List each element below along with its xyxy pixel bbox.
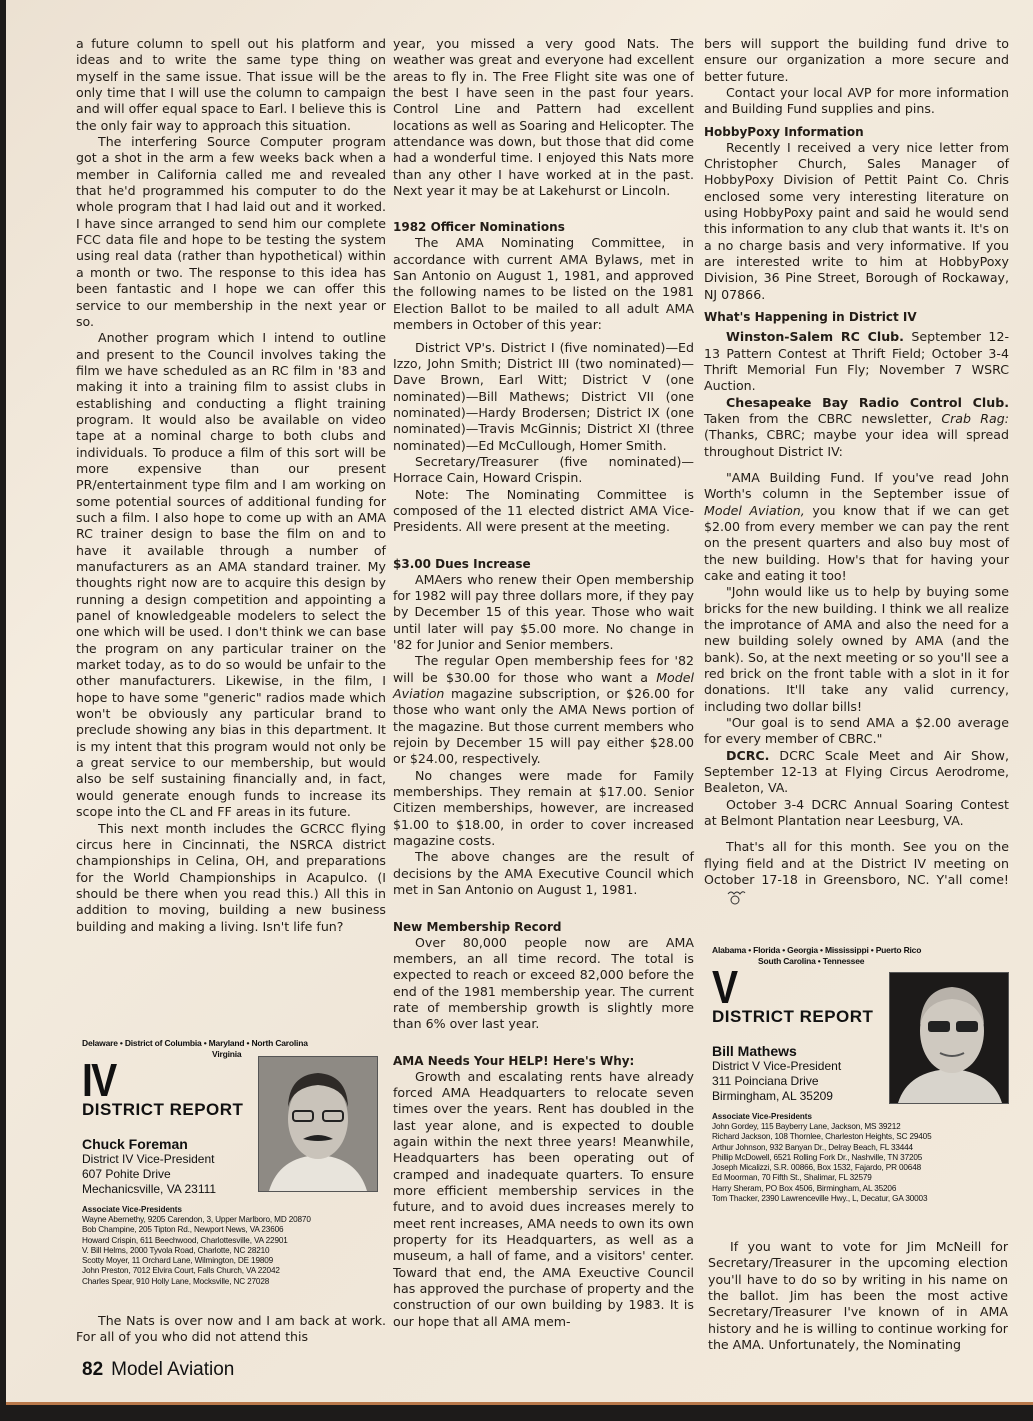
magazine-page [6, 0, 1033, 1405]
vp-street: 311 Poinciana Drive [712, 1074, 819, 1088]
assoc-vp-entry: V. Bill Helms, 2000 Tyvola Road, Charlotte, NC 28210 [82, 1245, 270, 1255]
body-paragraph: The interfering Source Computer program got a shot in the arm a few weeks back when a member in California called me and revealed that he'd programmed his computer to do the whole program that I had laid out and it worked. I have since arranged to send him our complete FCC data file and hope to be testing the system using real data (rather than hypothetical) within a month or two. The response to this idea has been fantastic and I hope we can offer this service to our membership in the next year or so. [76, 134, 386, 329]
signature-icon [704, 889, 724, 905]
district-report-label: DISTRICT REPORT [82, 1100, 244, 1119]
assoc-vp-entry: John Gordey, 115 Bayberry Lane, Jackson, MS 39212 [712, 1122, 901, 1131]
district-report-label: DISTRICT REPORT [712, 1007, 874, 1026]
body-paragraph: October 3-4 DCRC Annual Soaring Contest at Belmont Plantation near Leesburg, VA. [704, 796, 1009, 829]
column-3 [704, 36, 1009, 905]
section-heading: New Membership Record [393, 919, 562, 934]
body-paragraph: Over 80,000 people now are AMA members, an all time record. The total is expected to reach or exceed 82,000 before the end of the 1981 membership year. The current rate of membership growth is slightly more than 6% over last year. [393, 934, 694, 1032]
district-numeral: IV [82, 1054, 116, 1106]
club-name: DCRC. [726, 747, 770, 763]
section-heading: HobbyPoxy Information [704, 124, 864, 139]
body-paragraph: The above changes are the result of decisions by the AMA Executive Council which met in San Antonio on August 1, 1981. [393, 849, 694, 898]
column-2 [393, 36, 694, 1330]
district-states: Delaware • District of Columbia • Maryland • North Carolina [82, 1038, 308, 1048]
body-paragraph: District VP's. District I (five nominated)—Ed Izzo, John Smith; District III (two nominated)—Dave Brown, Earl Witt; District V (one nominated)—Bill Mathews; District VII (one nominated)—Hardy Brodersen; District IX (one nominated)—Travis McGinnis; District XI (three nominated)—Ed McCullough, Homer Smith. [393, 339, 694, 453]
assoc-vp-entry: Howard Crispin, 611 Beechwood, Charlottesville, VA 22901 [82, 1235, 288, 1245]
section-heading: AMA Needs Your HELP! Here's Why: [393, 1053, 635, 1068]
page-footer [82, 1359, 234, 1381]
body-paragraph: No changes were made for Family memberships. They remain at $17.00. Senior Citizen memberships, however, are increased $1.00 to $18.00, in order to cover increased magazine costs. [393, 767, 694, 849]
column-1 [76, 36, 386, 935]
assoc-vp-entry: Scotty Moyer, 11 Orchard Lane, Wilmington, DE 19809 [82, 1256, 274, 1266]
page-number: 82 [82, 1359, 104, 1380]
body-paragraph: Recently I received a very nice letter from Christopher Church, Sales Manager of HobbyPoxy Division of Pettit Paint Co. Chris enclosed some very interesting literature on using HobbyPoxy paint and said he would send this information to any club that wants it. It's on a no charge basis and very informative. If you are interested write to him at HobbyPoxy Division, 36 Pine Street, Borough of Rockaway, NJ 07866. [704, 139, 1009, 302]
section-heading: $3.00 Dues Increase [393, 556, 531, 571]
assoc-vp-entry: Charles Spear, 910 Holly Lane, Mocksville, NC 27028 [82, 1276, 270, 1286]
district-numeral: V [712, 961, 737, 1013]
vp-city: Birmingham, AL 35209 [712, 1089, 833, 1103]
body-paragraph: year, you missed a very good Nats. The weather was great and everyone had excellent areas to fly in. The Free Flight site was one of the best I have seen in the past four years. Control Line and Pattern had excellent locations as well as Soaring and Helicopter. The attendance was down, but those that did come had a wonderful time. I enjoyed this Nats more than any other I have worked at in the past. Next year it may be at Lakehurst or Lincoln. [393, 36, 694, 199]
district-states: Alabama • Florida • Georgia • Mississippi • Puerto Rico [712, 945, 922, 955]
vp-portrait-photo [889, 972, 1009, 1104]
section-heading: What's Happening in District IV [704, 310, 917, 325]
body-paragraph: Another program which I intend to outline and present to the Council involves taking the film we have scheduled as an RC film in '83 and making it into a training film to assist clubs in establishing and conducting a flight training program. It would also be available on video tape at a nominal charge to both clubs and individuals. To produce a film of this sort will be more expensive than our present PR/entertainment type film and I am working on some potential sources of additional funding for such a film. I also hope to come up with an AMA RC trainer design to base the film on and to have it available through a number of manufacturers as an AMA standard trainer. My thoughts right now are to acquire this design by running a design competition and appointing a panel of knowledgeable modelers to select the one which will be used. I don't think we can base the program on any particular trainer on the market today, as to do so would be unfair to the other manufacturers. Likewise, in the film, I hope to have some "generic" radios made which won't be obviously any particular brand to preclude showing any bias in this department. It is my intent that this program would not only be a great service to our membership, but would also be self sustaining financially and, in fact, would generate enough funds to increase its scope into the CL and FF areas in its future. [76, 330, 386, 820]
portrait-image [259, 1057, 377, 1191]
portrait-image [890, 973, 1008, 1103]
district-v-report-box [712, 945, 1012, 1204]
district-states-cont: South Carolina • Tennessee [758, 956, 865, 966]
assoc-vp-entry: Harry Sheram, PO Box 4506, Birmingham, AL 35206 [712, 1183, 897, 1193]
body-paragraph: If you want to vote for Jim McNeill for Secretary/Treasurer in the upcoming election you'll have to do so by writing in his name on the ballot. Jim has been the most active Secretary/Treasurer I've known of in AMA history and he is willing to continue working for the AMA. Unfortunately, the Nominating [708, 1239, 1008, 1353]
assoc-vp-entry: Phillip McDowell, 6521 Rolling Fork Dr., Nashville, TN 37205 [712, 1152, 923, 1162]
assoc-vp-entry: Bob Champine, 205 Tipton Rd., Newport News, VA 23606 [82, 1225, 284, 1235]
publication-name: Model Aviation [111, 1359, 235, 1380]
assoc-vp-title: Associate Vice-Presidents [82, 1205, 182, 1214]
body-paragraph: Chesapeake Bay Radio Control Club. Taken from the CBRC newsletter, Crab Rag: (Thanks, CBRC; maybe your idea will spread throughout District IV: [704, 394, 1009, 459]
assoc-vp-entry: Ed Moorman, 70 Fifth St., Shalimar, FL 32579 [712, 1173, 872, 1183]
body-paragraph: The Nats is over now and I am back at work. For all of you who did not attend this [76, 1313, 386, 1345]
vp-street: 607 Pohite Drive [82, 1167, 171, 1181]
body-paragraph: Note: The Nominating Committee is composed of the 11 elected district AMA Vice-Presidents. All were present at the meeting. [393, 486, 694, 535]
magazine-title: Model Aviation [393, 669, 694, 702]
body-paragraph: Secretary/Treasurer (five nominated)—Horrace Cain, Howard Crispin. [393, 453, 694, 486]
body-paragraph: Contact your local AVP for more information and Building Fund supplies and pins. [704, 85, 1009, 117]
vp-portrait-photo [258, 1056, 378, 1192]
vp-name: Chuck Foreman [82, 1136, 188, 1152]
vp-name: Bill Mathews [712, 1043, 797, 1059]
body-paragraph: The regular Open membership fees for '82 will be $30.00 for those who want a Model Aviation magazine subscription, or $26.00 for those who want only the AMA News portion of the magazine. But those current members who rejoin by December 15 will pay either $28.00 or $24.00, respectively. [393, 653, 694, 767]
body-paragraph: DCRC. DCRC Scale Meet and Air Show, September 12-13 at Flying Circus Aerodrome, Bealeton, VA. [704, 747, 1009, 796]
assoc-vp-entry: Arthur Johnson, 932 Banyan Dr., Delray Beach, FL 33444 [712, 1142, 913, 1152]
column-1-tail [76, 1313, 386, 1346]
vp-city: Mechanicsville, VA 23111 [82, 1182, 217, 1196]
assoc-vp-entry: Joseph Micalizzi, S.R. 00866, Box 1532, Fajardo, PR 00648 [712, 1163, 921, 1173]
club-name: Chesapeake Bay Radio Control Club. [726, 394, 1009, 410]
assoc-vp-title: Associate Vice-Presidents [712, 1112, 812, 1121]
assoc-vp-entry: Richard Jackson, 108 Thornlee, Charleston Heights, SC 29405 [712, 1132, 932, 1142]
vp-title: District V Vice-President [712, 1059, 842, 1073]
quote-paragraph: "Our goal is to send AMA a $2.00 average for every member of CBRC." [704, 715, 1009, 747]
district-states-cont: Virginia [212, 1049, 242, 1059]
assoc-vp-entry: Tom Thacker, 2390 Lawrenceville Hwy., L, Decatur, GA 30003 [712, 1194, 928, 1204]
column-3-tail [708, 1239, 1008, 1353]
assoc-vp-entry: John Preston, 7012 Elvira Court, Falls Church, VA 22042 [82, 1266, 280, 1276]
closing-paragraph: That's all for this month. See you on the flying field and at the District IV meeting on October 17-18 in Greensboro, NC. Y'all come! [704, 839, 1009, 905]
club-name: Winston-Salem RC Club. [726, 329, 904, 345]
body-paragraph: a future column to spell out his platform and ideas and to write the same type thing on myself in the same issue. That issue will be the only time that I will use the column to campaign and will offer equal space to Earl. I believe this is the only fair way to approach this situation. [76, 36, 386, 133]
body-paragraph: This next month includes the GCRCC flying circus here in Cincinnati, the NSRCA district championships in Celina, OH, and preparations for the World Championships in Acapulco. (I should be there when you read this.) All this in addition to moving, building a new business building and making a living. Isn't life fun? [76, 820, 386, 934]
district-iv-report-box [82, 1038, 394, 1287]
body-paragraph: The AMA Nominating Committee, in accordance with current AMA Bylaws, met in San Antonio on August 1, 1981, and approved the following names to be listed on the 1981 Election Ballot to be mailed to all adult AMA members in October of this year: [393, 235, 694, 333]
section-heading: 1982 Officer Nominations [393, 220, 565, 235]
assoc-vp-entry: Wayne Abernethy, 9205 Carendon, 3, Upper Marlboro, MD 20870 [82, 1215, 311, 1224]
body-paragraph: bers will support the building fund drive to ensure our organization a more secure and better future. [704, 36, 1009, 84]
quote-paragraph: "John would like us to help by buying some bricks for the new building. I think we all realize the improtance of AMA and also the need for a new building solely owned by AMA (and the bank). So, at the next meeting or so you'll see a red brick on the front table with a slot in it for donations. It'll take any valid currency, including two dollar bills! [704, 584, 1009, 714]
vp-title: District IV Vice-President [82, 1152, 215, 1166]
body-paragraph: Growth and escalating rents have already forced AMA Headquarters to relocate seven times over the years. Rent has doubled in the last year alone, and is expected to double again within the next three years! Meanwhile, Headquarters has been operating out of cramped and inadequate quarters. To ensure more efficient membership services in the future, and to avoid dues increases merely to meet rent increases, AMA needs to own its own property for its Headquarters, as well as a museum, a hall of fame, and a visitors' center. Toward that end, the AMA Exeuctive Council has approved the purchase of property and the construction of our own building by 1983. It is our hope that all AMA mem- [393, 1068, 694, 1329]
body-paragraph: Winston-Salem RC Club. September 12-13 Pattern Contest at Thrift Field; October 3-4 Thrift Memorial Fun Fly; November 7 WSRC Auction. [704, 329, 1009, 394]
body-paragraph: AMAers who renew their Open membership for 1982 will pay three dollars more, if they pay by December 15 of this year. Those who wait until later will pay $5.00 more. No change in '82 for Junior and Senior members. [393, 571, 694, 652]
quote-paragraph: "AMA Building Fund. If you've read John Worth's column in the September issue of Model Aviation, you know that if we can get $2.00 from every member we can pay the rent on the present quarters and also buy most of the new building. How's that for having your cake and eating it too! [704, 469, 1009, 583]
